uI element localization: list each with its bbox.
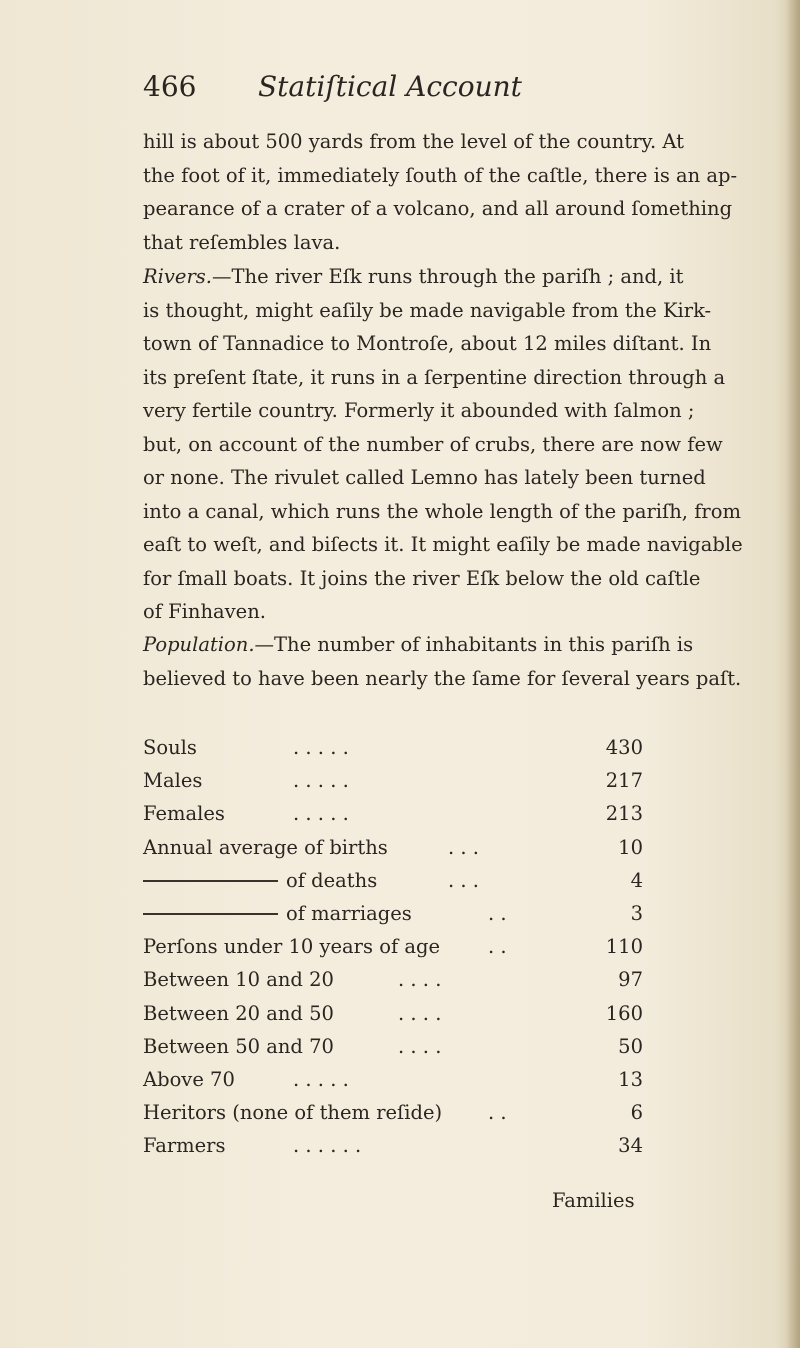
row-value: 34 bbox=[618, 1134, 643, 1158]
row-value: 430 bbox=[605, 736, 643, 759]
row-label: Souls bbox=[143, 736, 197, 759]
row-value: 97 bbox=[618, 968, 643, 992]
table-row bbox=[143, 1030, 643, 1063]
text-line bbox=[143, 628, 694, 662]
text-line: that reſembles lava. bbox=[143, 230, 341, 254]
row-label: Heritors (none of them reſide) bbox=[143, 1101, 443, 1125]
row-value: 217 bbox=[605, 769, 643, 793]
table-row bbox=[143, 963, 643, 996]
table-row bbox=[143, 764, 643, 797]
text-fragment: —The river Eſk runs through the pariſh ; and, it bbox=[212, 265, 684, 288]
row-label: Females bbox=[143, 802, 225, 826]
row-label: Males bbox=[143, 769, 203, 793]
page-number: 466 bbox=[143, 70, 197, 103]
row-label bbox=[143, 897, 412, 930]
row-label: Annual average of births bbox=[143, 835, 388, 859]
table-row bbox=[143, 1129, 643, 1162]
leader-dots: . . . . bbox=[398, 1034, 442, 1058]
page-header bbox=[143, 70, 683, 110]
row-label: Between 50 and 70 bbox=[143, 1034, 334, 1058]
population-table bbox=[143, 731, 643, 1162]
families-unit-label: Families bbox=[552, 1189, 635, 1212]
row-value: 6 bbox=[630, 1101, 643, 1125]
leader-dots: . . bbox=[488, 935, 507, 959]
running-title: Statiſtical Account bbox=[258, 70, 522, 103]
table-row bbox=[143, 831, 643, 864]
text-line: into a canal, which runs the whole length of the pariſh, from bbox=[143, 499, 741, 523]
leader-dots: . . . bbox=[448, 868, 479, 892]
text-line: the foot of it, immediately ſouth of the caſtle, there is an ap- bbox=[143, 163, 738, 187]
section-heading-rivers: Rivers. bbox=[143, 265, 213, 288]
text-line: believed to have been nearly the ſame for ſeveral years paſt. bbox=[143, 666, 742, 690]
row-value: 160 bbox=[605, 1001, 643, 1025]
leader-dots: . . bbox=[488, 1101, 507, 1125]
text-line: town of Tannadice to Montroſe, about 12 miles diſtant. In bbox=[143, 332, 712, 355]
table-row bbox=[143, 897, 643, 930]
table-row bbox=[143, 731, 643, 764]
row-value: 4 bbox=[630, 868, 643, 892]
text-line: is thought, might eaſily be made navigable from the Kirk- bbox=[143, 298, 712, 322]
table-row bbox=[143, 1063, 643, 1096]
text-line: or none. The rivulet called Lemno has lately been turned bbox=[143, 466, 706, 489]
table-row bbox=[143, 997, 643, 1030]
leader-dots: . . . . . bbox=[293, 736, 349, 759]
row-value: 3 bbox=[630, 901, 643, 925]
row-value: 50 bbox=[618, 1034, 643, 1058]
row-label: Between 10 and 20 bbox=[143, 968, 334, 992]
text-line: hill is about 500 yards from the level of the country. At bbox=[143, 130, 684, 153]
leader-dots: . . . . bbox=[398, 1001, 442, 1025]
ditto-rule bbox=[143, 913, 278, 915]
row-label bbox=[143, 864, 377, 897]
text-line: its preſent ſtate, it runs in a ſerpentine direction through a bbox=[143, 365, 726, 389]
table-row bbox=[143, 1096, 643, 1129]
row-label: Between 20 and 50 bbox=[143, 1001, 334, 1025]
table-row bbox=[143, 797, 643, 830]
row-label-text: of marriages bbox=[286, 901, 412, 925]
text-line: for ſmall boats. It joins the river Eſk below the old caſtle bbox=[143, 566, 701, 590]
leader-dots: . . . bbox=[448, 835, 479, 859]
text-line: of Finhaven. bbox=[143, 600, 266, 623]
section-heading-population: Population. bbox=[143, 633, 255, 656]
row-value: 213 bbox=[605, 802, 643, 826]
text-line bbox=[143, 260, 684, 294]
row-value: 13 bbox=[618, 1067, 643, 1091]
page-edge-shadow bbox=[786, 0, 800, 1348]
text-line: but, on account of the number of crubs, there are now few bbox=[143, 432, 723, 456]
row-label: Perſons under 10 years of age bbox=[143, 935, 441, 959]
text-line: pearance of a crater of a volcano, and all around ſomething bbox=[143, 197, 733, 220]
paragraph-population bbox=[143, 628, 742, 695]
ditto-rule bbox=[143, 880, 278, 882]
leader-dots: . . . . bbox=[398, 968, 442, 992]
paragraph-hill bbox=[143, 125, 738, 259]
leader-dots: . . bbox=[488, 901, 507, 925]
text-line: very fertile country. Formerly it abounded with ſalmon ; bbox=[143, 399, 695, 422]
leader-dots: . . . . . . bbox=[293, 1134, 362, 1158]
row-label-text: of deaths bbox=[286, 868, 378, 892]
leader-dots: . . . . . bbox=[293, 1067, 349, 1091]
row-value: 10 bbox=[618, 835, 643, 859]
leader-dots: . . . . . bbox=[293, 769, 349, 793]
text-line: eaſt to weſt, and biſects it. It might eaſily be made navigable bbox=[143, 533, 743, 556]
row-label: Above 70 bbox=[143, 1067, 235, 1091]
text-fragment: —The number of inhabitants in this pariſh is bbox=[254, 633, 694, 656]
table-row bbox=[143, 864, 643, 897]
leader-dots: . . . . . bbox=[293, 802, 349, 826]
row-value: 110 bbox=[605, 935, 643, 959]
row-label: Farmers bbox=[143, 1134, 226, 1158]
paragraph-rivers bbox=[143, 260, 743, 629]
table-row bbox=[143, 930, 643, 963]
